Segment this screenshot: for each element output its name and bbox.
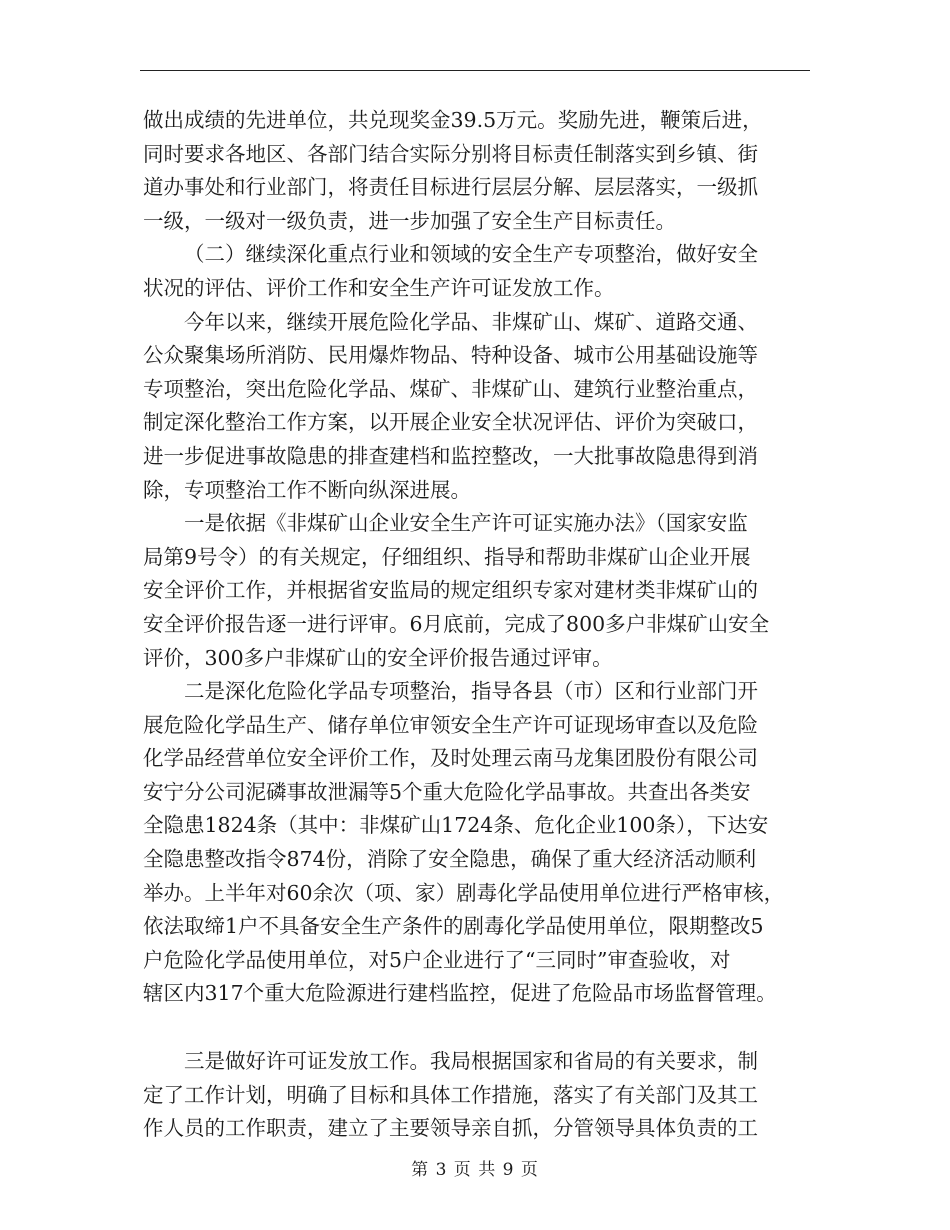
- text-line: 全隐患1824条（其中：非煤矿山1724条、危化企业100条），下达安: [143, 813, 769, 838]
- paragraph-overview: [143, 306, 810, 508]
- text-line: 二是深化危险化学品专项整治，指导各县（市）区和行业部门开: [184, 679, 758, 704]
- text-line: 局第9号令）的有关规定，仔细组织、指导和帮助非煤矿山企业开展: [143, 544, 751, 569]
- text-line: （二）继续深化重点行业和领域的安全生产专项整治，做好安全: [184, 242, 758, 267]
- text-line: 展危险化学品生产、储存单位审领安全生产许可证现场审查以及危险: [143, 712, 758, 737]
- text-line: 安全评价报告逐一进行评审。6月底前，完成了800多户非煤矿山安全: [143, 611, 770, 636]
- text-line: 状况的评估、评价工作和安全生产许可证发放工作。: [143, 275, 615, 300]
- text-line: 专项整治，突出危险化学品、煤矿、非煤矿山、建筑行业整治重点，: [143, 376, 758, 401]
- text-line: 辖区内317个重大危险源进行建档监控，促进了危险品市场监督管理。: [143, 981, 777, 1006]
- text-line: 三是做好许可证发放工作。我局根据国家和省局的有关要求，制: [184, 1049, 758, 1074]
- text-line: 除，专项整治工作不断向纵深进展。: [143, 477, 471, 502]
- text-line: 化学品经营单位安全评价工作，及时处理云南马龙集团股份有限公司: [143, 746, 758, 771]
- section-heading-2: [143, 238, 810, 305]
- text-line: 进一步促进事故隐患的排查建档和监控整改，一大批事故隐患得到消: [143, 443, 758, 468]
- text-line: 户危险化学品使用单位，对5户企业进行了“三同时”审查验收，对: [143, 947, 731, 972]
- text-line: 作人员的工作职责，建立了主要领导亲自抓，分管领导具体负责的工: [143, 1116, 758, 1141]
- text-line: 道办事处和行业部门，将责任目标进行层层分解、层层落实，一级抓: [143, 175, 758, 200]
- header-rule: [140, 70, 810, 71]
- text-line: 安宁分公司泥磷事故泄漏等5个重大危险化学品事故。共查出各类安: [143, 779, 751, 804]
- document-body: [143, 104, 810, 1146]
- paragraph-item-two: [143, 675, 810, 1011]
- paragraph-item-three: [143, 1045, 810, 1146]
- text-line: 做出成绩的先进单位，共兑现奖金39.5万元。奖励先进，鞭策后进，: [143, 108, 763, 132]
- text-line: 评价，300多户非煤矿山的安全评价报告通过评审。: [143, 645, 613, 670]
- text-line: 公众聚集场所消防、民用爆炸物品、特种设备、城市公用基础设施等: [143, 343, 758, 368]
- text-line: 定了工作计划，明确了目标和具体工作措施，落实了有关部门及其工: [143, 1082, 758, 1107]
- text-line: 安全评价工作，并根据省安监局的规定组织专家对建材类非煤矿山的: [143, 578, 758, 603]
- text-line: 制定深化整治工作方案，以开展企业安全状况评估、评价为突破口，: [143, 410, 758, 435]
- text-line: 举办。上半年对60余次（项、家）剧毒化学品使用单位进行严格审核，: [143, 880, 785, 905]
- text-line: 一级，一级对一级负责，进一步加强了安全生产目标责任。: [143, 208, 676, 233]
- page-number-footer: 第 3 页 共 9 页: [411, 1160, 539, 1180]
- text-line: 依法取缔1户不具备安全生产条件的剧毒化学品使用单位，限期整改5: [143, 914, 764, 939]
- text-line: 一是依据《非煤矿山企业安全生产许可证实施办法》（国家安监: [184, 511, 748, 536]
- text-line: 同时要求各地区、各部门结合实际分别将目标责任制落实到乡镇、街: [143, 141, 758, 166]
- paragraph-gap: [143, 1011, 810, 1045]
- text-line: 今年以来，继续开展危险化学品、非煤矿山、煤矿、道路交通、: [184, 309, 758, 334]
- text-line: 全隐患整改指令874份，消除了安全隐患，确保了重大经济活动顺利: [143, 847, 757, 872]
- paragraph-item-one: [143, 507, 810, 675]
- paragraph-awards: [143, 104, 810, 238]
